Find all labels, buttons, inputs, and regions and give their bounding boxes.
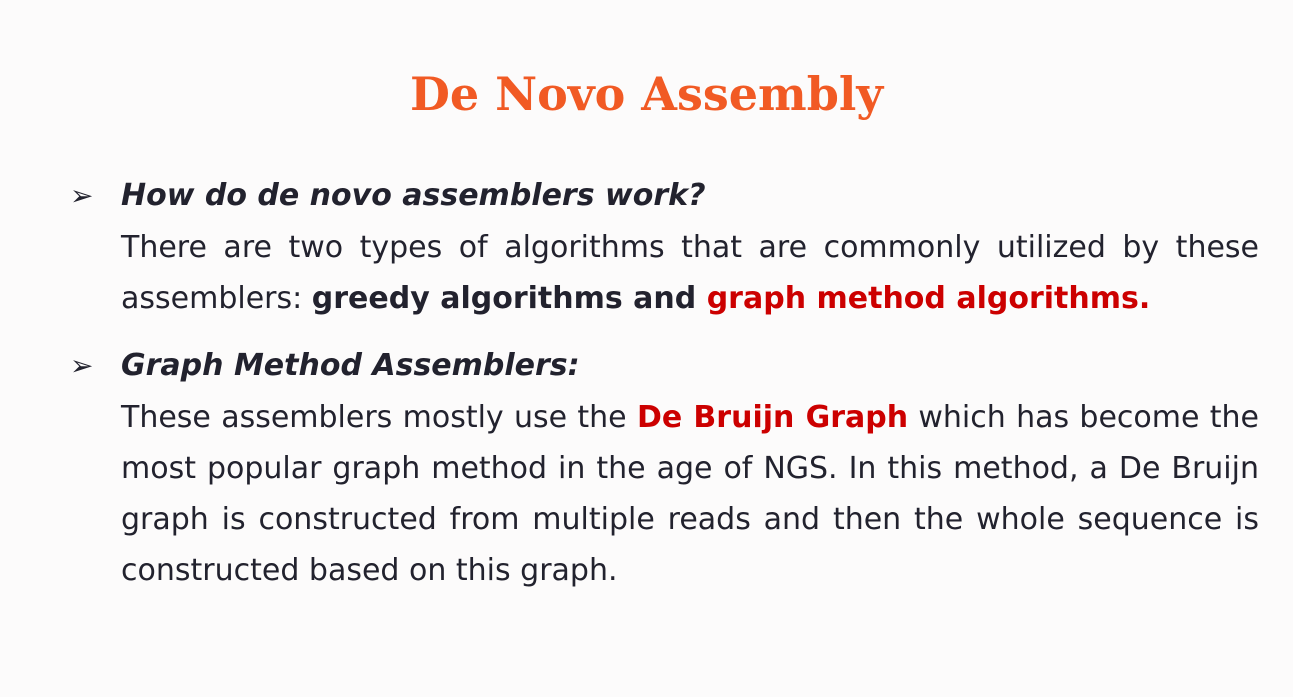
bullet-arrow-icon: ➢ <box>70 349 94 382</box>
paragraph-text-tail: which has become the most popular graph method in the age of NGS. In this method, a De Bruijn graph is constructed from multiple reads and then the whole sequence is constructed based on this graph. <box>121 400 1259 588</box>
bullet-heading: How do de novo assemblers work? <box>121 178 706 213</box>
greedy-algorithms-text: greedy algorithms and <box>311 281 707 316</box>
bullet-arrow-icon: ➢ <box>70 179 94 212</box>
bullet-paragraph <box>121 222 1259 324</box>
bullet-content <box>121 172 1259 324</box>
slide-title: De Novo Assembly <box>409 67 884 121</box>
graph-method-algorithms-highlight: graph method algorithms. <box>706 281 1151 316</box>
paragraph-text: There are two types of algorithms that are commonly utilized by these assemblers: <box>121 230 1259 316</box>
bullet-heading: Graph Method Assemblers: <box>121 348 580 383</box>
de-bruijn-graph-highlight: De Bruijn Graph <box>636 400 909 435</box>
paragraph-text: These assemblers mostly use the <box>121 400 637 435</box>
bullet-paragraph <box>121 392 1259 596</box>
bullet-content <box>121 342 1259 596</box>
